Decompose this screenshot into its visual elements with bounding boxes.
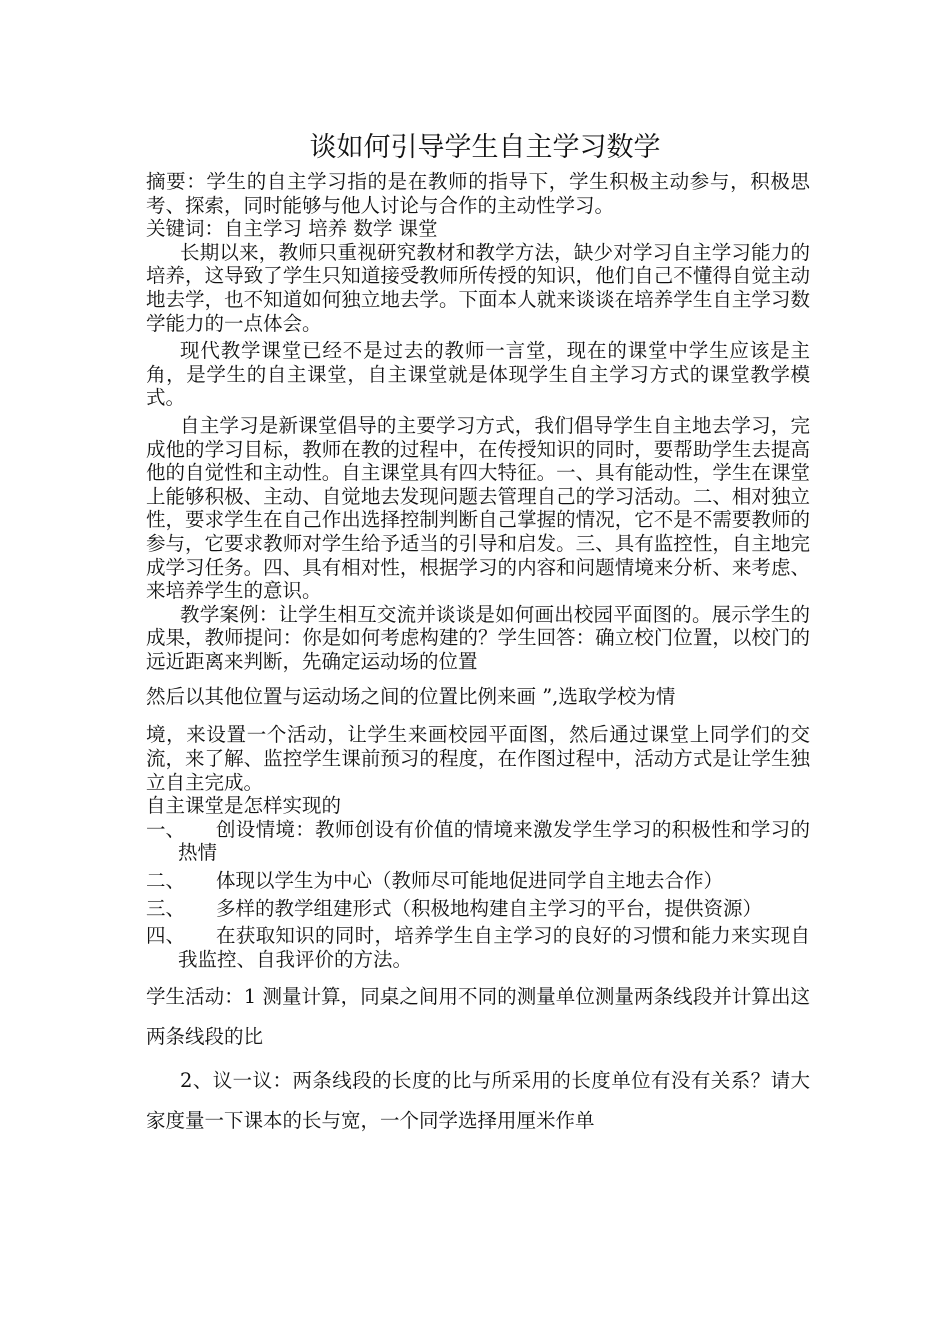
- abstract-paragraph: 摘要：学生的自主学习指的是在教师的指导下，学生积极主动参与，积极思考、探索，同时能够与他人讨论与合作的主动性学习。: [146, 170, 810, 217]
- case-paragraph: 教学案例：让学生相互交流并谈谈是如何画出校园平面图的。展示学生的成果，教师提问：你是如何考虑构建的？学生回答：确立校门位置，以校门的远近距离来判断，先确定运动场的位置: [146, 602, 810, 673]
- list-text: 创设情境：教师创设有价值的情境来激发学生学习的积极性和学习的热情: [178, 817, 810, 865]
- activity-paragraph: 学生活动：1 测量计算，同桌之间用不同的测量单位测量两条线段并计算出这两条线段的比: [146, 985, 810, 1049]
- list-text: 体现以学生为中心（教师尽可能地促进同学自主地去合作）: [216, 869, 724, 893]
- document-page: [146, 128, 810, 1141]
- list-item: [146, 924, 810, 971]
- intro-paragraph: 长期以来，教师只重视研究教材和教学方法，缺少对学习自主学习能力的培养，这导致了学生只知道接受教师所传授的知识，他们自己不懂得自觉主动地去学，也不知道如何独立地去学。下面本人就来谈谈在培养学生自主学习数学能力的一点体会。: [146, 240, 810, 335]
- list-text: 多样的教学组建形式（积极地构建自主学习的平台，提供资源）: [216, 896, 763, 920]
- case-paragraph-end: 境，来设置一个活动，让学生来画校园平面图，然后通过课堂上同学们的交流，来了解、监控学生课前预习的程度，在作图过程中，活动方式是让学生独立自主完成。: [146, 723, 810, 794]
- list-item: [146, 897, 810, 921]
- section-heading: 自主课堂是怎样实现的: [146, 794, 342, 818]
- list-number: 四、: [146, 924, 186, 948]
- list-number: 三、: [146, 896, 186, 920]
- case-line-continued: 然后以其他位置与运动场之间的位置比例来画 ”,选取学校为情: [146, 685, 676, 709]
- discussion-paragraph: 2、议一议：两条线段的长度的比与所采用的长度单位有没有关系？请大家度量一下课本的长与宽，一个同学选择用厘米作单: [146, 1069, 810, 1133]
- list-item: [146, 818, 810, 865]
- classroom-paragraph: 现代教学课堂已经不是过去的教师一言堂，现在的课堂中学生应该是主角，是学生的自主课堂，自主课堂就是体现学生自主学习方式的课堂教学模式。: [146, 339, 810, 410]
- list-text: 在获取知识的同时，培养学生自主学习的良好的习惯和能力来实现自我监控、自我评价的方法。: [178, 924, 810, 971]
- keywords-line: 关键词：自主学习 培养 数学 课堂: [146, 217, 438, 241]
- list-number: 一、: [146, 817, 186, 841]
- list-item: [146, 869, 810, 893]
- list-number: 二、: [146, 869, 186, 893]
- self-learning-paragraph: 自主学习是新课堂倡导的主要学习方式，我们倡导学生自主地去学习，完成他的学习目标，教师在教的过程中，在传授知识的同时，要帮助学生去提高他的自觉性和主动性。自主课堂具有四大特征。一、具有能动性，学生在课堂上能够积极、主动、自觉地去发现问题去管理自己的学习活动。二、相对独立性，要求学生在自己作出选择控制判断自己掌握的情况，它不是不需要教师的参与，它要求教师对学生给予适当的引导和启发。三、具有监控性，自主地完成学习任务。四、具有相对性，根据学习的内容和问题情境来分析、来考虑、来培养学生的意识。: [146, 413, 810, 603]
- document-title: 谈如何引导学生自主学习数学: [309, 132, 661, 163]
